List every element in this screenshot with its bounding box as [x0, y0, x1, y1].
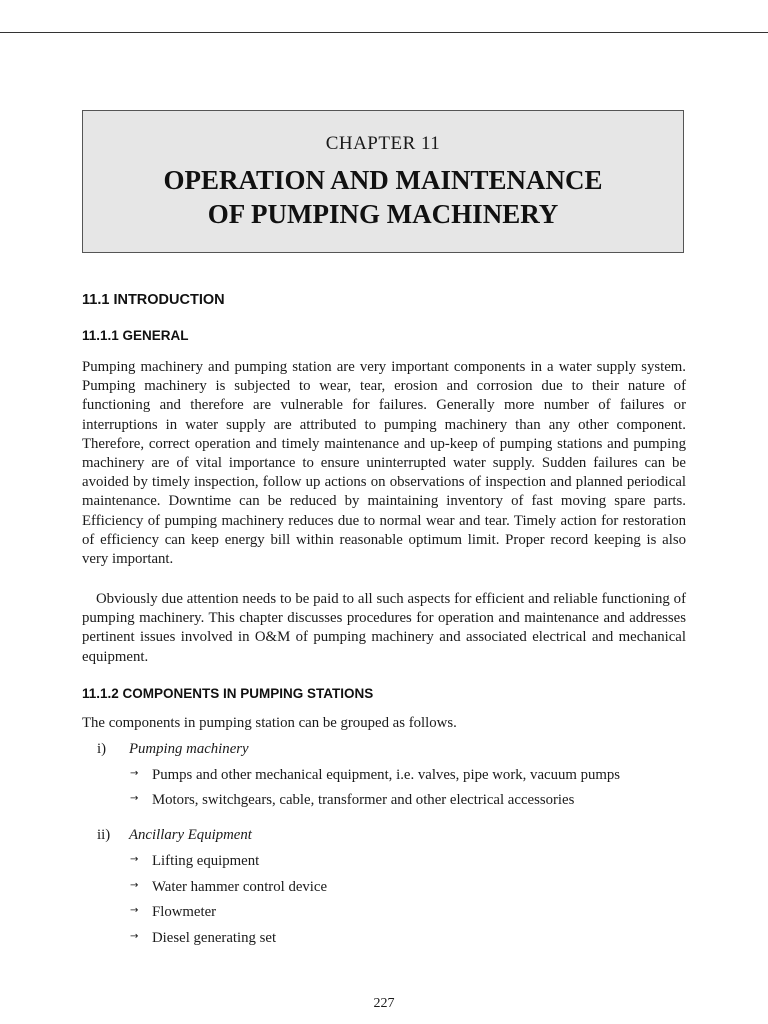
chapter-title-box: [82, 110, 684, 253]
chapter-title-line-2: OF PUMPING MACHINERY: [207, 199, 559, 229]
arrow-bullet-icon: →: [130, 854, 139, 865]
chapter-label: CHAPTER 11: [325, 133, 441, 154]
arrow-bullet-icon: →: [130, 880, 139, 891]
arrow-bullet-icon: →: [130, 905, 139, 916]
general-paragraph-1: Pumping machinery and pumping station are very important components in a water supply system. Pumping machinery is subjected to wear, tear, erosion and corrosion due to their nature of functioning and therefore are vulnerable for failures. Generally more number of failures or interruptions in water supply are attributed to pumping machinery than any other component. Therefore, correct operation and timely maintenance and up-keep of pumping stations and pumping machinery are of vital importance to ensure uninterrupted water supply. Sudden failures can be avoided by timely inspection, follow up actions on observations of inspection and planned periodical maintenance. Downtime can be reduced by maintaining inventory of fast moving spare parts. Efficiency of pumping machinery reduces due to normal wear and tear. Timely action for restoration of efficiency can keep energy bill within reasonable optimum limit. Proper record keeping is also very important.: [82, 359, 686, 568]
list-item-text: Pumps and other mechanical equipment, i.e. valves, pipe work, vacuum pumps: [152, 767, 621, 783]
arrow-bullet-icon: →: [130, 768, 139, 779]
general-paragraph-2: Obviously due attention needs to be paid to all such aspects for efficient and reliable functioning of pumping machinery. This chapter discusses procedures for operation and maintenance and addresses pertinent issues involved in O&M of pumping machinery and associated electrical and mechanical equipment.: [82, 591, 686, 665]
components-intro: The components in pumping station can be grouped as follows.: [82, 715, 457, 731]
arrow-bullet-icon: →: [130, 931, 139, 942]
section-heading-introduction: 11.1 INTRODUCTION: [82, 292, 225, 308]
chapter-title: [83, 163, 683, 231]
arrow-bullet-icon: →: [130, 793, 139, 804]
group-number: i): [97, 741, 107, 757]
list-item-text: Motors, switchgears, cable, transformer and other electrical accessories: [152, 792, 575, 808]
group-number: ii): [97, 827, 111, 843]
list-item-text: Diesel generating set: [152, 930, 277, 946]
header-rule: [0, 32, 768, 33]
list-item-text: Flowmeter: [152, 904, 217, 920]
list-item-text: Lifting equipment: [152, 853, 260, 869]
page-number: 227: [373, 996, 395, 1011]
section-heading-components: 11.1.2 COMPONENTS IN PUMPING STATIONS: [82, 686, 374, 701]
section-heading-general: 11.1.1 GENERAL: [82, 328, 189, 343]
group-name: Ancillary Equipment: [129, 827, 252, 843]
group-name: Pumping machinery: [129, 741, 249, 757]
list-item-text: Water hammer control device: [152, 879, 328, 895]
chapter-title-line-1: OPERATION AND MAINTENANCE: [163, 165, 603, 195]
